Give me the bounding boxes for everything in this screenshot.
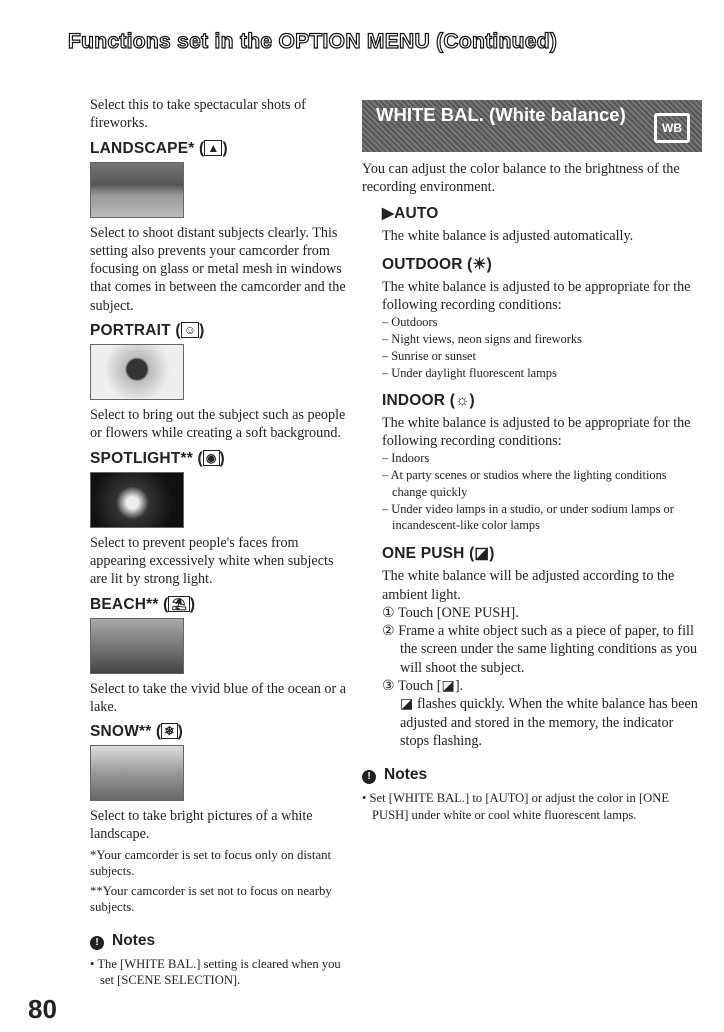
outdoor-list-item: – Outdoors xyxy=(382,315,438,330)
outdoor-list-item: – Sunrise or sunset xyxy=(382,349,476,364)
portrait-icon: ☺ xyxy=(181,322,199,338)
indoor-list-item: – At party scenes or studios where the lighting conditions change quickly xyxy=(382,468,667,499)
step-2: ② Frame a white object such as a piece of paper, to fill the screen under the same lighting conditions as you will shoot the subject. xyxy=(382,623,698,676)
section-landscape xyxy=(90,140,350,315)
footnote-distant: *Your camcorder is set to focus only on distant subjects. xyxy=(90,847,332,879)
section-beach xyxy=(90,596,350,717)
indoor-heading: INDOOR (☼) xyxy=(382,391,475,409)
right-note-item: • Set [WHITE BAL.] to [AUTO] or adjust the color in [ONE PUSH] under white or cool white fluorescent lamps. xyxy=(362,791,670,822)
left-note-item: • The [WHITE BAL.] setting is cleared when you set [SCENE SELECTION]. xyxy=(90,956,341,988)
section-spotlight xyxy=(90,450,350,589)
beach-heading: BEACH** ( ⛱ ) xyxy=(90,595,196,613)
fireworks-description: Select this to take spectacular shots of fireworks. xyxy=(90,97,306,132)
beach-thumbnail xyxy=(90,618,184,674)
outdoor-text: The white balance is adjusted to be appropriate for the following recording conditions: xyxy=(382,278,691,314)
landscape-thumbnail xyxy=(90,162,184,218)
snow-thumbnail xyxy=(90,745,184,801)
page-header-title: Functions set in the OPTION MENU (Continued) xyxy=(68,30,558,53)
left-notes-heading: ! Notes xyxy=(90,932,350,950)
portrait-thumbnail xyxy=(90,344,184,400)
indoor-list-item: – Under video lamps in a studio, or under sodium lamps or incandescent-like color lamps xyxy=(382,501,674,533)
snow-icon: ❄ xyxy=(161,723,177,739)
indoor-text: The white balance is adjusted to be appropriate for the following recording conditions: xyxy=(382,414,691,449)
notes-icon: ! xyxy=(362,770,376,784)
snow-text: Select to take bright pictures of a white landscape. xyxy=(90,808,313,843)
beach-text: Select to take the vivid blue of the ocean or a lake. xyxy=(90,680,347,715)
spotlight-text: Select to prevent people's faces from appearing excessively white when subjects are lit by strong light. xyxy=(90,534,334,588)
one-push-text: The white balance will be adjusted according to the ambient light. xyxy=(382,568,675,603)
page-number: 80 xyxy=(28,994,57,1024)
spotlight-icon: ◉ xyxy=(203,450,220,466)
left-column xyxy=(90,96,350,989)
notes-icon: ! xyxy=(90,936,104,950)
outdoor-list-item: – Under daylight fluorescent lamps xyxy=(382,365,557,380)
step-1: ① Touch [ONE PUSH]. xyxy=(382,604,519,621)
landscape-icon: ▲ xyxy=(204,140,222,156)
spotlight-heading: SPOTLIGHT** ( ◉ ) xyxy=(90,449,225,467)
white-balance-icon: WB xyxy=(654,113,690,143)
outdoor-list-item: – Night views, neon signs and fireworks xyxy=(382,332,582,347)
landscape-text: Select to shoot distant subjects clearly. This setting also prevents your camcorder from focusing on glass or metal mesh in windows that comes in between the camcorder and the subject. xyxy=(90,224,346,314)
auto-text: The white balance is adjusted automatically. xyxy=(382,227,634,244)
one-push-heading: ONE PUSH (◪) xyxy=(382,545,495,563)
one-push-block xyxy=(362,544,702,604)
step-3-detail: ◪ flashes quickly. When the white balance has been adjusted and stored in the memory, the indicator stops flashing. xyxy=(400,696,698,749)
section-portrait xyxy=(90,322,350,443)
outdoor-heading: OUTDOOR (☀) xyxy=(382,255,492,273)
banner-title: WHITE BAL. (White balance) xyxy=(376,104,626,125)
right-notes-heading: ! Notes xyxy=(362,766,702,784)
indoor-list-item: – Indoors xyxy=(382,451,430,466)
portrait-heading: PORTRAIT ( ☺ ) xyxy=(90,322,205,340)
white-balance-intro: You can adjust the color balance to the brightness of the recording environment. xyxy=(362,161,680,196)
white-balance-banner xyxy=(362,100,702,152)
indoor-block xyxy=(362,392,702,451)
section-snow xyxy=(90,723,350,844)
wb-options xyxy=(362,204,702,315)
landscape-heading: LANDSCAPE* ( ▲ ) xyxy=(90,139,228,157)
spotlight-thumbnail xyxy=(90,472,184,528)
footnote-nearby: **Your camcorder is set not to focus on nearby subjects. xyxy=(90,883,332,915)
auto-heading: ▶AUTO xyxy=(382,204,439,222)
beach-icon: ⛱ xyxy=(168,596,189,612)
portrait-text: Select to bring out the subject such as people or flowers while creating a soft background. xyxy=(90,407,346,442)
step-3: ③ Touch [◪]. xyxy=(382,678,464,695)
right-column xyxy=(362,100,702,823)
snow-heading: SNOW** ( ❄ ) xyxy=(90,723,183,741)
